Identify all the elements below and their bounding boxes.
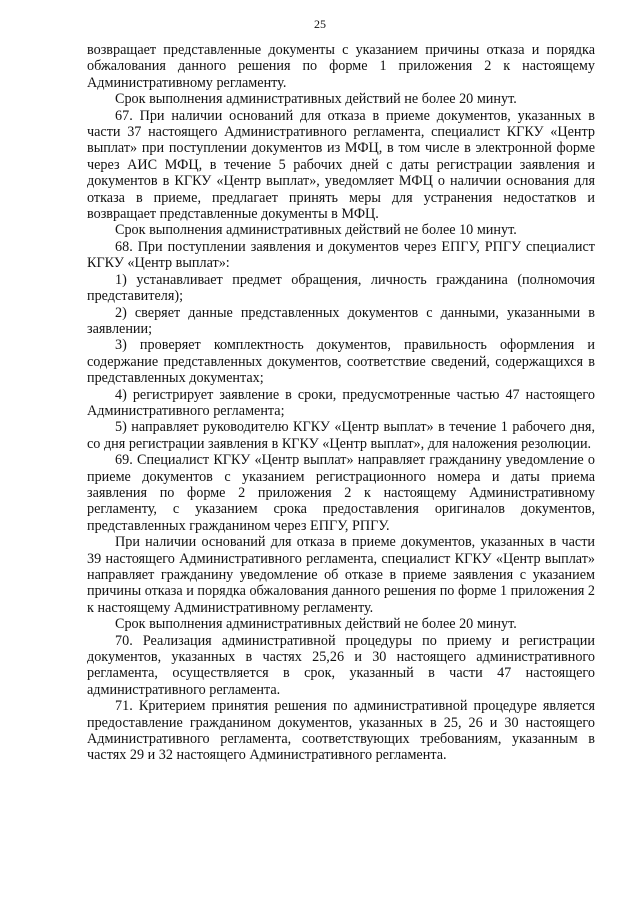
list-item-4: 4) регистрирует заявление в сроки, предусмотренные частью 47 настоящего Административного регламента;	[87, 386, 595, 419]
list-item-2: 2) сверяет данные представленных документов с данными, указанными в заявлении;	[87, 304, 595, 337]
paragraph-deadline-20-second: Срок выполнения административных действий не более 20 минут.	[115, 616, 517, 633]
paragraph-continuation: возвращает представленные документы с указанием причины отказа и порядка обжалования данного решения по форме 1 приложения 2 к настоящему Административному регламенту.	[87, 42, 595, 91]
paragraph-refusal: При наличии оснований для отказа в приеме документов, указанных в части 39 настоящего Административного регламента, специалист КГКУ «Центр выплат» направляет гражданину уведомление об отказе в приеме заявления с указанием причины отказа и порядка обжалования данного решения по форме 1 приложения 2 к настоящему Административному регламенту.	[87, 534, 595, 616]
paragraph-68: 68. При поступлении заявления и документов через ЕПГУ, РПГУ специалист КГКУ «Центр выплат»:	[87, 238, 595, 272]
list-item-3: 3) проверяет комплектность документов, правильность оформления и содержание представленных документов, соответствие сведений, содержащихся в представленных документах;	[87, 337, 595, 387]
paragraph-70: 70. Реализация административной процедуры по приему и регистрации документов, указанных в частях 25,26 и 30 настоящего административного регламента, осуществляется в срок, указанный в части 47 настоящего административного регламента.	[87, 632, 595, 698]
list-item-5: 5) направляет руководителю КГКУ «Центр выплат» в течение 1 рабочего дня, со дня регистрации заявления в КГКУ «Центр выплат», для наложения резолюции.	[87, 419, 595, 452]
paragraph-69: 69. Специалист КГКУ «Центр выплат» направляет гражданину уведомление о приеме документов с указанием регистрационного номера и даты приема заявления по форме 2 приложения 2 к настоящему Административному регламенту, с указанием срока предоставления оригиналов документов, представленных гражданином через ЕПГУ, РПГУ.	[87, 452, 595, 534]
paragraph-67: 67. При наличии оснований для отказа в приеме документов, указанных в части 37 настоящего Административного регламента, специалист КГКУ «Центр выплат» при поступлении документов из МФЦ, в том числе в электронной форме через АИС МФЦ, в течение 5 рабочих дней с даты регистрации заявления и документов в КГКУ «Центр выплат», уведомляет МФЦ о наличии основания для отказа в приеме, предлагает принять меры для устранения недостатков и возвращает представленные документы в МФЦ.	[87, 107, 595, 223]
page-number: 25	[314, 17, 326, 31]
paragraph-deadline-20: Срок выполнения административных действий не более 20 минут.	[115, 91, 517, 108]
list-item-1: 1) устанавливает предмет обращения, личность гражданина (полномочия представителя);	[87, 271, 595, 305]
document-body	[87, 42, 595, 764]
paragraph-71: 71. Критерием принятия решения по административной процедуре является предоставление гражданином документов, указанных в 25, 26 и 30 настоящего Административного регламента, соответствующих требованиям, указанным в частях 29 и 32 настоящего Административного регламента.	[87, 698, 595, 764]
paragraph-deadline-10: Срок выполнения административных действий не более 10 минут.	[115, 222, 517, 239]
